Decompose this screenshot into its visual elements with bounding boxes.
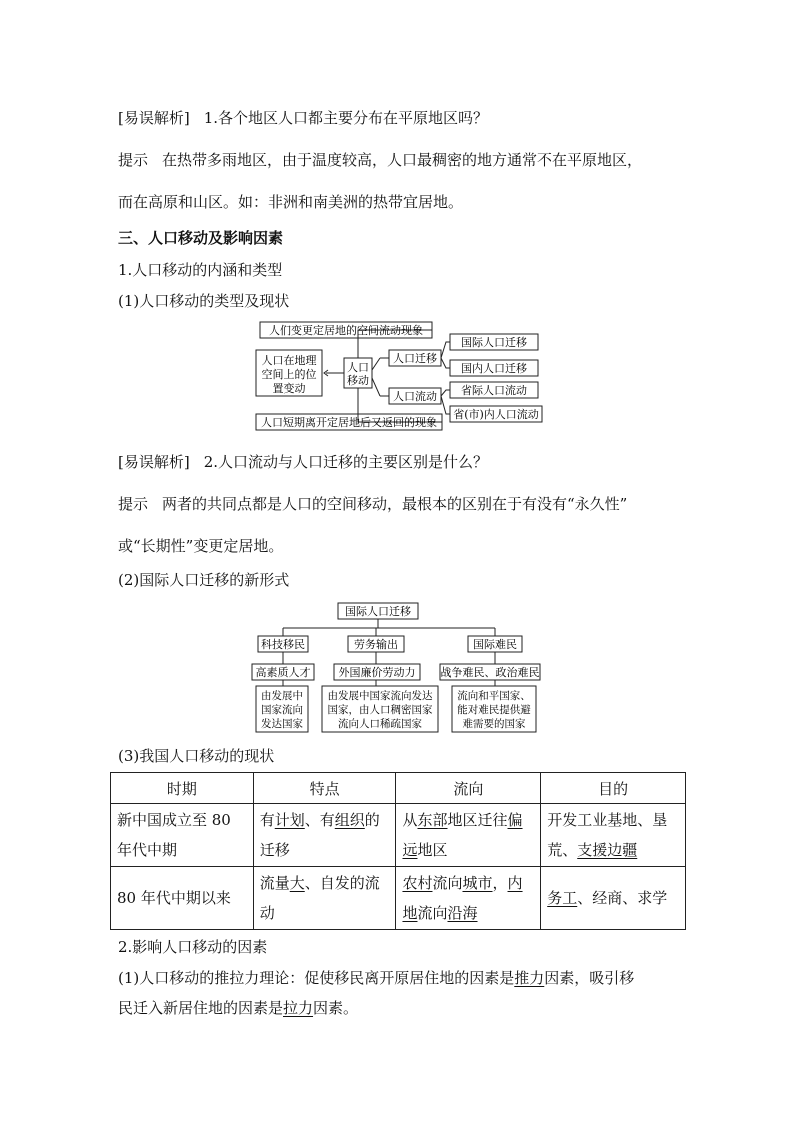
cell-period: 新中国成立至 80 年代中期	[111, 804, 254, 867]
cell-feature: 有计划、有组织的 迁移	[253, 804, 396, 867]
diagram1-top-box: 人们变更定居地的空间流动现象	[269, 324, 423, 337]
faq-text: 1.各个地区人口都主要分布在平原地区吗？	[203, 109, 489, 127]
diagram1-bottom-box: 人口短期离开定居地后又返回的现象	[261, 416, 437, 429]
cell-period: 80 年代中期以来	[111, 867, 254, 930]
diagram2-d1-line2: 国家流向	[261, 704, 303, 716]
migration-status-table	[110, 772, 686, 930]
faq-label: [易误解析]	[118, 109, 190, 127]
diagram1-left-line2: 空间上的位	[261, 368, 317, 381]
subheading-1-1: (1)人口移动的类型及现状	[118, 292, 290, 310]
col-header-period: 时期	[111, 773, 254, 804]
hint-paragraph-2	[118, 494, 627, 514]
diagram2-talent: 高素质人才	[255, 666, 311, 679]
diagram1-center-line1: 人口	[347, 361, 369, 374]
diagram2-d2-line2: 国家，由人口稠密国家	[327, 704, 433, 716]
section-heading-3: 三、人口移动及影响因素	[118, 229, 284, 247]
col-header-purpose: 目的	[541, 773, 686, 804]
diagram1-dom-migration: 国内人口迁移	[461, 362, 527, 375]
cell-feature: 流量大、自发的流 动	[253, 867, 396, 930]
faq-question-2	[118, 452, 488, 472]
faq-text: 2.人口流动与人口迁移的主要区别是什么？	[203, 453, 489, 471]
push-pull-paragraph: (1)人口移动的推拉力理论：促使移民离开原居住地的因素是推力因素，吸引移	[118, 969, 635, 987]
diagram2-refugees: 国际难民	[473, 638, 517, 651]
subheading-1-3: (3)我国人口移动的现状	[118, 747, 275, 765]
cell-purpose: 开发工业基地、垦 荒、支援边疆	[541, 804, 686, 867]
cell-purpose: 务工、经商、求学	[541, 867, 686, 930]
faq-question-1	[118, 108, 488, 128]
diagram2-d2-line1: 由发展中国家流向发达	[327, 690, 433, 702]
diagram2-war-refugees: 战争难民、政治难民	[440, 666, 540, 679]
table-row	[111, 867, 686, 930]
subheading-1-2: (2)国际人口迁移的新形式	[118, 571, 290, 589]
diagram2-tech-migrants: 科技移民	[261, 638, 305, 651]
hint-label: 提示	[118, 151, 149, 169]
diagram1-left-line3: 置变动	[272, 382, 306, 395]
diagram1-intl-migration: 国际人口迁移	[461, 336, 527, 349]
hint-continuation-2: 或“长期性”变更定居地。	[118, 537, 284, 555]
subheading-1: 1.人口移动的内涵和类型	[118, 261, 283, 279]
diagram2-d1-line3: 发达国家	[261, 718, 303, 730]
cell-direction: 农村流向城市，内 地流向沿海	[396, 867, 541, 930]
diagram2-d3-line1: 流向和平国家、	[457, 690, 531, 702]
diagram1-left-line1: 人口在地理	[261, 354, 317, 367]
diagram2-d2-line3: 流向人口稀疏国家	[338, 718, 422, 730]
table-header-row	[111, 773, 686, 804]
diagram1-center-line2: 移动	[347, 374, 369, 387]
diagram2-cheap-labor: 外国廉价劳动力	[338, 666, 416, 679]
table-row	[111, 804, 686, 867]
diagram2-labor-export: 劳务输出	[354, 638, 398, 651]
subheading-2: 2.影响人口移动的因素	[118, 938, 268, 956]
diagram2-d1-line1: 由发展中	[261, 690, 303, 702]
population-movement-diagram	[248, 318, 548, 436]
hint-text: 两者的共同点都是人口的空间移动，最根本的区别在于有没有“永久性”	[162, 495, 628, 513]
diagram2-d3-line2: 能对难民提供避	[457, 704, 531, 716]
diagram1-intra-prov: 省(市)内人口流动	[453, 408, 539, 421]
hint-label: 提示	[118, 495, 149, 513]
diagram2-d3-line3: 难需要的国家	[462, 718, 526, 730]
hint-text: 在热带多雨地区，由于温度较高，人口最稠密的地方通常不在平原地区，	[162, 151, 643, 169]
hint-continuation-1: 而在高原和山区。如：非洲和南美洲的热带宜居地。	[118, 193, 464, 211]
diagram1-flow: 人口流动	[393, 390, 437, 403]
faq-label: [易误解析]	[118, 453, 190, 471]
diagram2-root: 国际人口迁移	[345, 605, 411, 618]
col-header-feature: 特点	[253, 773, 396, 804]
diagram1-migration: 人口迁移	[393, 352, 437, 365]
cell-direction: 从东部地区迁往偏 远地区	[396, 804, 541, 867]
international-migration-diagram	[250, 600, 550, 736]
hint-paragraph-1	[118, 150, 642, 170]
diagram1-inter-prov: 省际人口流动	[461, 384, 527, 397]
push-pull-continuation: 民迁入新居住地的因素是拉力因素。	[118, 999, 359, 1017]
col-header-direction: 流向	[396, 773, 541, 804]
